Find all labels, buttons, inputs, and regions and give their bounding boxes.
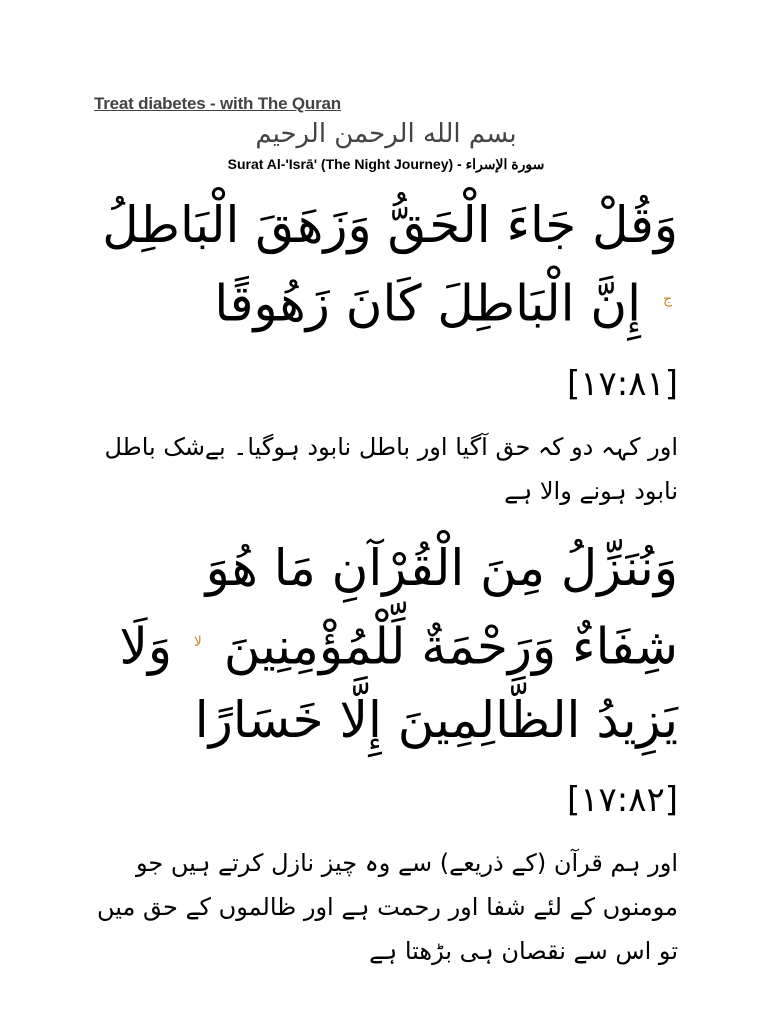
- basmala: بسم الله الرحمن الرحيم: [255, 119, 517, 149]
- urdu-translation-81: اور کہہ دو کہ حق آگیا اور باطل نابود ہوگیا۔ بےشک باطل نابود ہونے والا ہے: [104, 432, 678, 505]
- verse-reference: [١٧:٨٢]: [566, 780, 678, 821]
- verse-arabic-82: [94, 531, 678, 838]
- urdu-translation-82: اور ہم قرآن (کے ذریعے) سے وہ چیز نازل کرتے ہیں جو مومنوں کے لئے شفا اور رحمت ہے اور ظالموں کے حق میں تو اس سے نقصان ہی بڑھتا ہے: [97, 849, 678, 966]
- document-title-link[interactable]: Treat diabetes - with The Quran: [94, 94, 341, 113]
- waqf-stop-mark: ج: [662, 291, 672, 307]
- waqf-stop-mark: لا: [193, 633, 202, 650]
- verse-text: إِنَّ الْبَاطِلَ كَانَ زَهُوقًا: [214, 274, 642, 333]
- document-page: [94, 92, 678, 973]
- verse-text: وَقُلْ جَاءَ الْحَقُّ وَزَهَقَ الْبَاطِلُ: [102, 196, 678, 254]
- verse-text: وَلَا يَزِيدُ الظَّالِمِينَ إِلَّا خَسَارًا: [119, 617, 678, 750]
- surah-heading: Surat Al-'Isrā' (The Night Journey) - سورة الإسراء: [227, 156, 545, 172]
- verse-text: وَنُنَزِّلُ مِنَ الْقُرْآنِ مَا هُوَ شِفَاءٌ وَرَحْمَةٌ لِّلْمُؤْمِنِينَ: [205, 538, 678, 676]
- verse-arabic-81: [94, 188, 678, 421]
- verse-reference: [١٧:٨١]: [566, 363, 678, 404]
